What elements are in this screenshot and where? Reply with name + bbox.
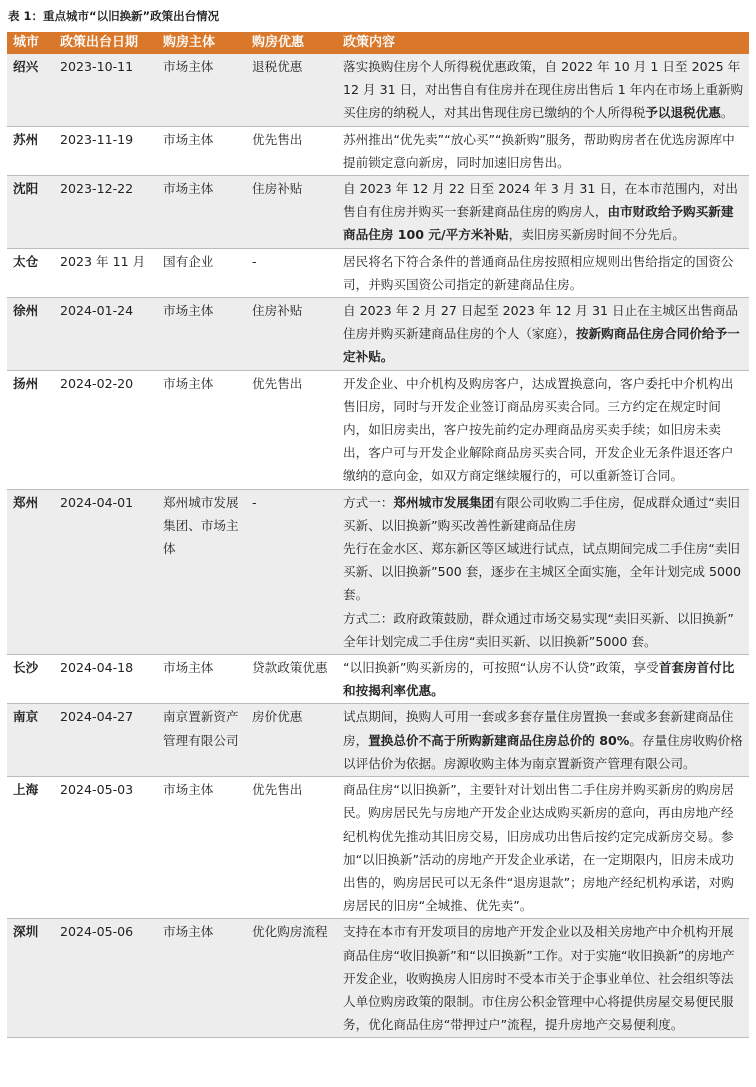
date-cell: 2023-11-19 (54, 126, 157, 175)
content-text: 先行在金水区、郑东新区等区域进行试点，试点期间完成二手住房“卖旧买新、以旧换新”500 套，逐步在主城区全面实施，全年计划完成 5000 套。 (343, 541, 742, 603)
benefit-cell: 贷款政策优惠 (246, 655, 337, 704)
table-row (7, 489, 749, 654)
subject-cell: 南京置新资产管理有限公司 (157, 704, 246, 777)
content-emphasis: 由市财政给予购买新建商品住房 100 元/平方米补贴 (343, 204, 734, 243)
city-cell: 太仓 (7, 248, 54, 297)
content-cell (337, 298, 749, 371)
content-text: 落实换购住房个人所得税优惠政策，自 2022 年 10 月 1 日至 2025 年 12 月 31 日，对出售自有住房并在现住房出售后 1 年内在市场上重新购买住房的纳税人，对其出售现住房已缴纳的个人所得税 (343, 59, 744, 121)
content-cell (337, 54, 749, 126)
table-row (7, 248, 749, 297)
city-cell: 上海 (7, 777, 54, 919)
benefit-cell: 优先售出 (246, 370, 337, 489)
city-cell: 沈阳 (7, 176, 54, 249)
benefit-cell: 住房补贴 (246, 298, 337, 371)
benefit-cell: 房价优惠 (246, 704, 337, 777)
content-cell (337, 176, 749, 249)
content-text: 自 2023 年 12 月 22 日至 2024 年 3 月 31 日，在本市范围内，对出售自有住房并购买一套新建商品住房的购房人， (343, 181, 738, 220)
header-city: 城市 (7, 32, 54, 54)
content-emphasis: 郑州城市发展集团 (393, 494, 495, 510)
benefit-cell: 优先售出 (246, 126, 337, 175)
subject-cell: 市场主体 (157, 655, 246, 704)
content-text: 商品住房“以旧换新”，主要针对计划出售二手住房并购买新房的购房居民。购房居民先与房地产开发企业达成购买新房的意向，再由房地产经纪机构优先推动其旧房交易，旧房成功出售后按约定完成新房交易。参加“以旧换新”活动的房地产开发企业承诺，在一定期限内，旧房未成功出售的，购房居民可以无条件“退房退款”；房地产经纪机构承诺，对购房居民的旧房“全城推、优先卖”。 (343, 782, 734, 914)
subject-cell: 市场主体 (157, 54, 246, 126)
city-cell: 郑州 (7, 489, 54, 654)
benefit-cell: 优化购房流程 (246, 919, 337, 1038)
date-cell: 2024-04-27 (54, 704, 157, 777)
table-row (7, 655, 749, 704)
benefit-cell: - (246, 248, 337, 297)
subject-cell: 国有企业 (157, 248, 246, 297)
table-row (7, 176, 749, 249)
content-text: 方式二：政府政策鼓励，群众通过市场交易实现“卖旧买新、以旧换新” (343, 610, 734, 626)
subject-cell: 市场主体 (157, 919, 246, 1038)
table-row (7, 298, 749, 371)
date-cell: 2023-12-22 (54, 176, 157, 249)
content-cell (337, 655, 749, 704)
table-row (7, 54, 749, 126)
benefit-cell: - (246, 489, 337, 654)
header-row (7, 32, 749, 54)
content-text: 苏州推出“优先卖”“放心买”“换新购”服务，帮助购房者在优选房源库中提前锁定意向新房，同时加速旧房售出。 (343, 131, 735, 170)
content-cell (337, 704, 749, 777)
header-subject: 购房主体 (157, 32, 246, 54)
content-text: ，卖旧房买新房时间不分先后。 (508, 227, 685, 243)
content-cell (337, 919, 749, 1038)
benefit-cell: 住房补贴 (246, 176, 337, 249)
table-row (7, 126, 749, 175)
content-cell (337, 489, 749, 654)
content-text: 开发企业、中介机构及购房客户，达成置换意向，客户委托中介机构出售旧房，同时与开发企业签订商品房买卖合同。三方约定在规定时间内，如旧房卖出，客户按先前约定办理商品房买卖手续；如旧房未卖出，客户可与开发企业解除商品房买卖合同，开发企业无条件退还客户缴纳的意向金，如双方商定继续履行的，可以重新签订合同。 (343, 375, 734, 484)
benefit-cell: 退税优惠 (246, 54, 337, 126)
date-cell: 2024-05-03 (54, 777, 157, 919)
table-row (7, 777, 749, 919)
subject-cell: 市场主体 (157, 126, 246, 175)
content-text: 有限公司收购二手住房，促成群众通过“卖旧买新、以旧换新”购买改善性新建商品住房 (343, 494, 740, 533)
city-cell: 长沙 (7, 655, 54, 704)
date-cell: 2023-10-11 (54, 54, 157, 126)
subject-cell: 市场主体 (157, 176, 246, 249)
city-cell: 苏州 (7, 126, 54, 175)
city-cell: 徐州 (7, 298, 54, 371)
date-cell: 2024-01-24 (54, 298, 157, 371)
date-cell: 2023 年 11 月 (54, 248, 157, 297)
content-emphasis: 按新购商品住房合同价给予一定补贴。 (343, 326, 740, 365)
subject-cell: 市场主体 (157, 298, 246, 371)
date-cell: 2024-05-06 (54, 919, 157, 1038)
table-row (7, 370, 749, 489)
content-text: 。 (720, 105, 734, 121)
content-text: 方式一： (343, 494, 394, 510)
content-cell (337, 248, 749, 297)
content-cell (337, 777, 749, 919)
city-cell: 南京 (7, 704, 54, 777)
table-caption: 表 1：重点城市“以旧换新”政策出台情况 (8, 9, 220, 23)
header-benefit: 购房优惠 (246, 32, 337, 54)
content-text: 自 2023 年 2 月 27 日起至 2023 年 12 月 31 日止在主城区出售商品住房并购买新建商品住房的个人（家庭）， (343, 303, 738, 342)
header-date: 政策出台日期 (54, 32, 157, 54)
subject-cell: 市场主体 (157, 370, 246, 489)
policy-table (7, 32, 749, 1038)
content-emphasis: 置换总价不高于所购新建商品住房总价的 80% (368, 732, 630, 748)
content-emphasis: 首套房首付比和按揭利率优惠。 (343, 660, 735, 699)
content-emphasis: 予以退税优惠 (645, 105, 721, 121)
city-cell: 扬州 (7, 370, 54, 489)
benefit-cell: 优先售出 (246, 777, 337, 919)
header-content: 政策内容 (337, 32, 749, 54)
subject-cell: 郑州城市发展集团、市场主体 (157, 489, 246, 654)
table-row (7, 704, 749, 777)
date-cell: 2024-04-18 (54, 655, 157, 704)
table-row (7, 919, 749, 1038)
content-text: “以旧换新”购买新房的，可按照“认房不认贷”政策，享受 (343, 660, 659, 676)
content-cell (337, 126, 749, 175)
content-text: 。存量住房收购价格以评估价为依据。房源收购主体为南京置新资产管理有限公司。 (343, 732, 743, 771)
city-cell: 绍兴 (7, 54, 54, 126)
content-text: 支持在本市有开发项目的房地产开发企业以及相关房地产中介机构开展商品住房“收旧换新”和“以旧换新”工作。对于实施“收旧换新”的房地产开发企业，收购换房人旧房时不受本市关于企事业单位、社会组织等法人单位购房政策的限制。市住房公积金管理中心将提供房屋交易便民服务，优化商品住房“带押过户”流程，提升房地产交易便利度。 (343, 924, 735, 1033)
content-text: 全年计划完成二手住房“卖旧买新、以旧换新”5000 套。 (343, 633, 657, 649)
date-cell: 2024-04-01 (54, 489, 157, 654)
city-cell: 深圳 (7, 919, 54, 1038)
date-cell: 2024-02-20 (54, 370, 157, 489)
content-text: 试点期间，换购人可用一套或多套存量住房置换一套或多套新建商品住房， (343, 709, 734, 748)
content-text: 居民将名下符合条件的普通商品住房按照相应规则出售给指定的国资公司，并购买国资公司指定的新建商品住房。 (343, 253, 734, 292)
subject-cell: 市场主体 (157, 777, 246, 919)
content-cell (337, 370, 749, 489)
